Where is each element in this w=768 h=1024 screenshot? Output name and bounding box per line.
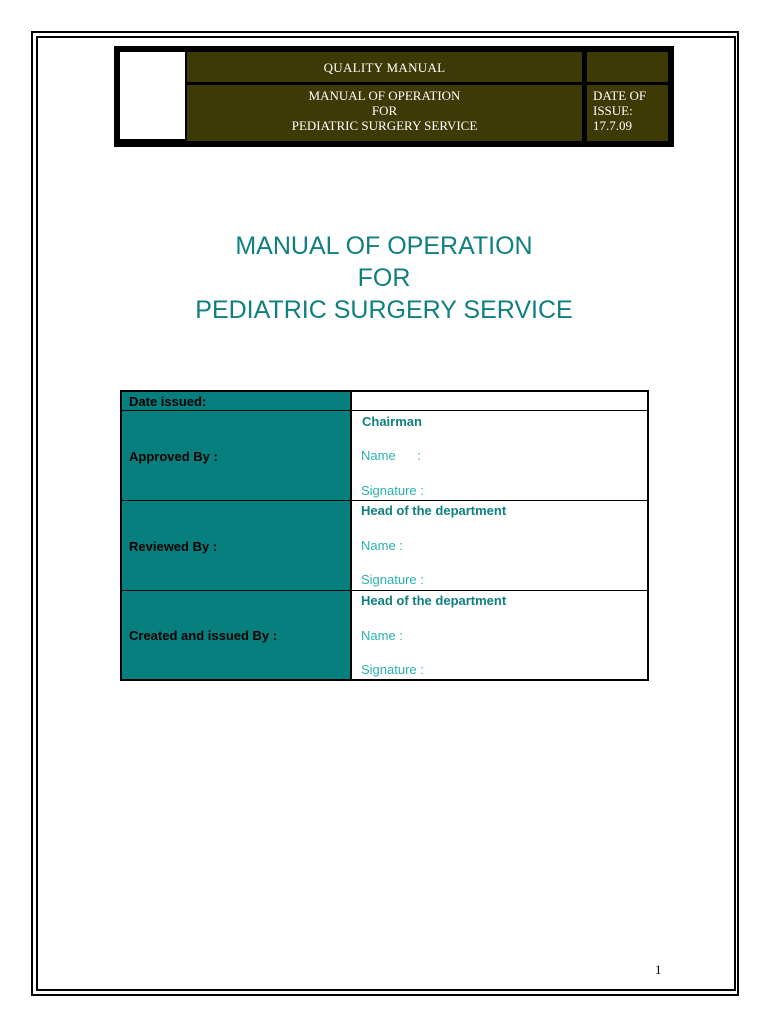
approver-name-field: Name :	[361, 448, 421, 463]
creator-signature-field: Signature :	[361, 662, 424, 677]
approver-signature-field: Signature :	[361, 483, 424, 498]
reviewer-role: Head of the department	[361, 503, 507, 518]
header-subtitle-line: PEDIATRIC SURGERY SERVICE	[291, 118, 478, 133]
date-issued-label: Date issued:	[129, 394, 207, 409]
date-of-issue-line: ISSUE:	[593, 103, 633, 118]
creator-role: Head of the department	[361, 593, 507, 608]
reviewer-name-field: Name :	[361, 538, 403, 553]
document-title	[100, 230, 668, 326]
document-title-line: PEDIATRIC SURGERY SERVICE	[195, 296, 573, 324]
date-of-issue-line: 17.7.09	[593, 118, 632, 133]
approver-role: Chairman	[362, 414, 422, 429]
approval-table	[120, 390, 649, 681]
logo-placeholder	[119, 51, 186, 140]
creator-name-field: Name :	[361, 628, 403, 643]
quality-manual-title: QUALITY MANUAL	[187, 52, 582, 82]
created-by-label: Created and issued By :	[129, 628, 278, 643]
date-of-issue	[587, 85, 668, 141]
document-title-line: MANUAL OF OPERATION	[235, 232, 533, 260]
row-divider	[122, 410, 647, 411]
header-empty-cell	[587, 52, 668, 82]
document-title-line: FOR	[357, 264, 411, 292]
approved-by-label: Approved By :	[129, 449, 218, 464]
reviewed-by-label: Reviewed By :	[129, 539, 218, 554]
reviewer-signature-field: Signature :	[361, 572, 424, 587]
page-number: 1	[655, 962, 662, 977]
row-divider	[122, 590, 647, 591]
header-subtitle	[187, 85, 582, 141]
header-subtitle-line: MANUAL OF OPERATION	[308, 88, 461, 103]
date-of-issue-line: DATE OF	[593, 88, 647, 103]
header-subtitle-line: FOR	[371, 103, 398, 118]
header-table	[114, 46, 674, 147]
row-divider	[122, 500, 647, 501]
